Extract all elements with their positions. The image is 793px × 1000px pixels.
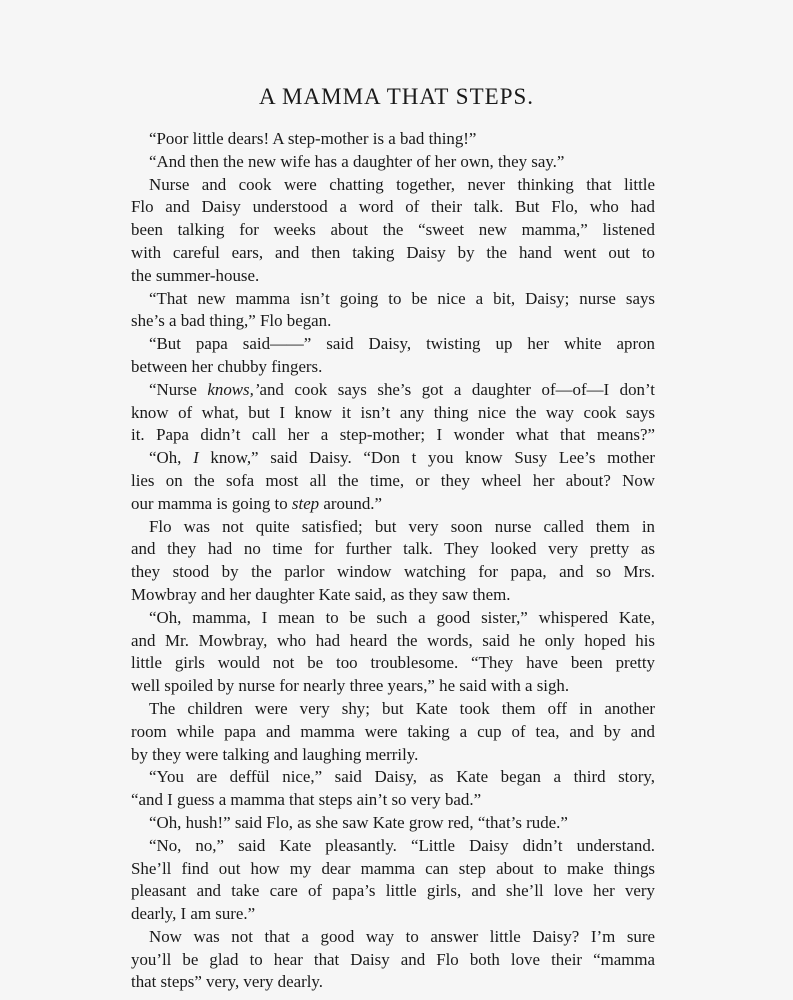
text-line: that steps” very, very dearly.	[131, 972, 323, 992]
text-line: well spoiled by nurse for nearly three years,” he said with a sigh.	[131, 676, 570, 696]
text-line: The children were very shy; but Kate took them off in another	[149, 698, 655, 718]
text-line: Flo was not quite satisfied; but very soon nurse called them in	[149, 516, 655, 536]
text-line: “You are deffül nice,” said Daisy, as Kate began a third story,	[149, 767, 655, 787]
text-line: lies on the sofa most all the time, or they wheel her about? Now	[131, 470, 655, 490]
story-text	[131, 128, 655, 994]
text-line: know of what, but I know it isn’t any thing nice the way cook says	[131, 402, 655, 422]
text-line: dearly, I am sure.”	[131, 904, 256, 924]
text-line: with careful ears, and then taking Daisy by the hand went out to	[131, 242, 655, 262]
text-line: they stood by the parlor window watching for papa, and so Mrs.	[131, 562, 655, 582]
text-line: our mamma is going to step around.”	[131, 493, 382, 513]
text-line: “No, no,” said Kate pleasantly. “Little Daisy didn’t understand.	[149, 835, 655, 855]
text-line: Nurse and cook were chatting together, never thinking that little	[149, 174, 655, 194]
text-line: “Oh, mamma, I mean to be such a good sister,” whispered Kate,	[149, 607, 655, 627]
text-line: “Oh, hush!” said Flo, as she saw Kate grow red, “that’s rude.”	[149, 812, 568, 832]
text-line: “That new mamma isn’t going to be nice a bit, Daisy; nurse says	[149, 288, 655, 308]
text-line: you’ll be glad to hear that Daisy and Flo both love their “mamma	[131, 949, 655, 969]
text-line: Flo and Daisy understood a word of their talk. But Flo, who had	[131, 197, 655, 217]
text-line: “And then the new wife has a daughter of her own, they say.”	[149, 151, 565, 171]
text-line: by they were talking and laughing merrily.	[131, 744, 419, 764]
text-line: between her chubby fingers.	[131, 356, 323, 376]
text-line: Now was not that a good way to answer little Daisy? I’m sure	[149, 926, 655, 946]
text-line: “Oh, I know,” said Daisy. “Don t you know Susy Lee’s mother	[149, 448, 655, 468]
text-line: “Poor little dears! A step-mother is a bad thing!”	[149, 129, 477, 148]
text-line: Mowbray and her daughter Kate said, as they saw them.	[131, 584, 511, 604]
text-line: “Nurse knows,’and cook says she’s got a daughter of—of—I don’t	[149, 379, 655, 399]
text-line: pleasant and take care of papa’s little girls, and she’ll love her very	[131, 881, 655, 901]
page-title: A MAMMA THAT STEPS.	[258, 84, 535, 109]
text-line: been talking for weeks about the “sweet new mamma,” listened	[131, 220, 655, 240]
text-line: little girls would not be too troublesome. “They have been pretty	[131, 653, 655, 673]
text-line: “But papa said——” said Daisy, twisting up her white apron	[149, 334, 655, 354]
text-line: it. Papa didn’t call her a step-mother; I wonder what that means?”	[131, 425, 655, 445]
text-line: she’s a bad thing,” Flo began.	[131, 311, 332, 331]
text-line: the summer-house.	[131, 265, 260, 285]
text-line: room while papa and mamma were taking a cup of tea, and by and	[131, 721, 655, 741]
text-line: and they had no time for further talk. They looked very pretty as	[131, 539, 655, 559]
text-line: “and I guess a mamma that steps ain’t so very bad.”	[131, 790, 482, 810]
text-line: She’ll find out how my dear mamma can step about to make things	[131, 858, 655, 878]
text-line: and Mr. Mowbray, who had heard the words, said he only hoped his	[131, 630, 655, 650]
